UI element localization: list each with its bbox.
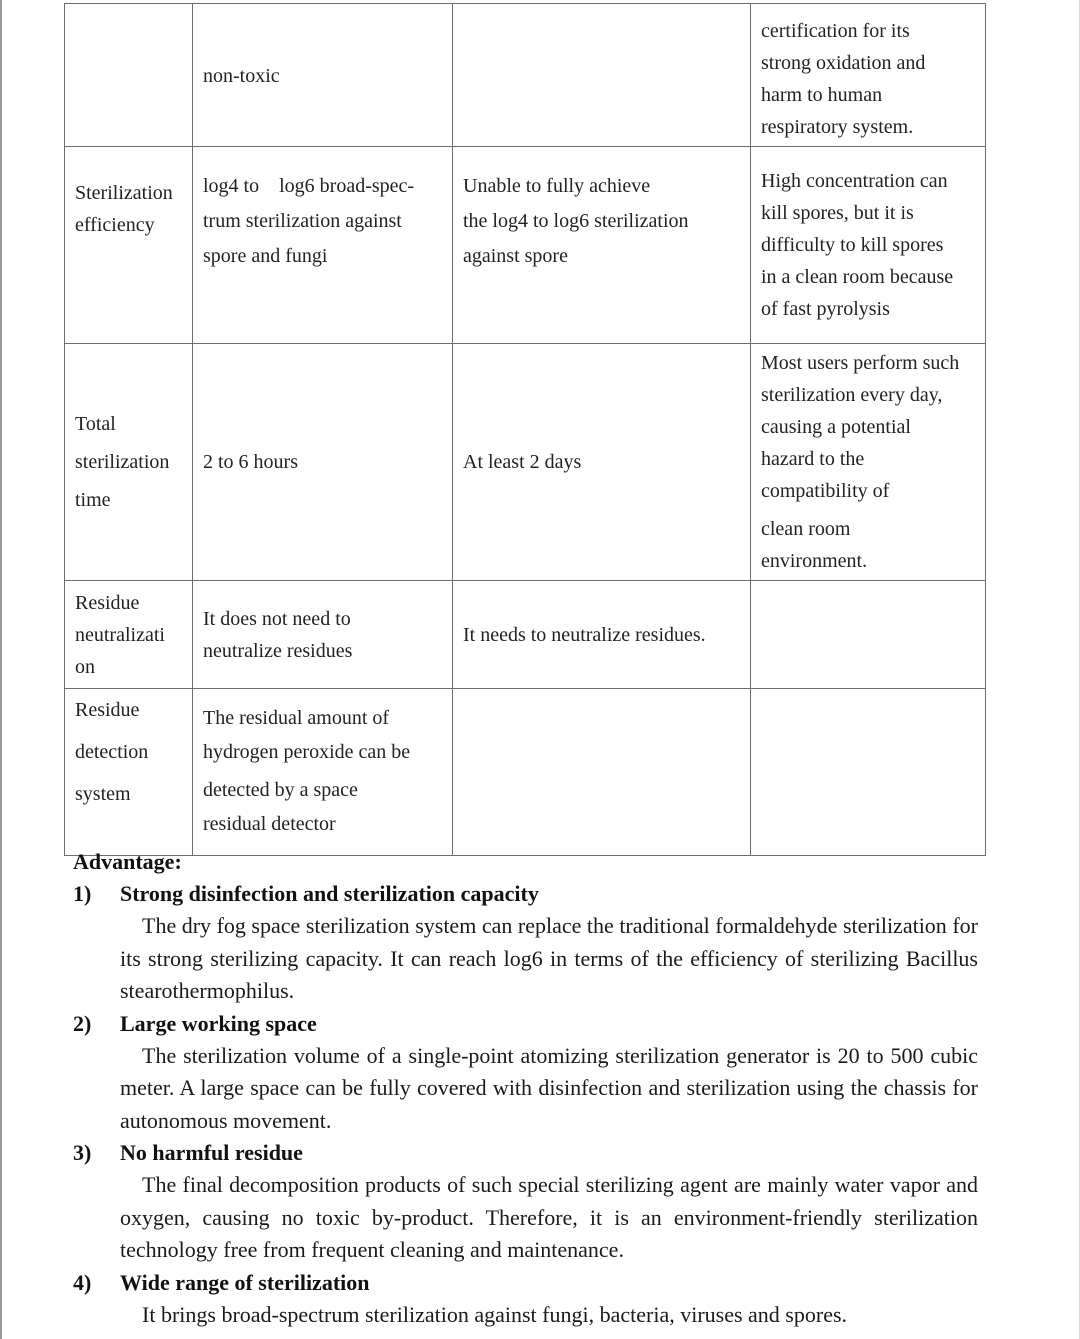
cell-text-line: system [75, 783, 131, 805]
cell-text-line: respiratory system. [761, 116, 914, 138]
advantage-item [73, 878, 978, 1008]
advantage-item [73, 1008, 978, 1138]
row-label-cell [65, 147, 193, 344]
advantage-heading-text: Large working space [120, 1010, 317, 1036]
advantage-number: 3) [73, 1140, 92, 1165]
cell-text-line: spore and fungi [203, 245, 328, 267]
notes-cell [751, 581, 986, 689]
advantage-body: The final decomposition products of such special sterilizing agent are mainly water vapor and oxygen, causing no toxic by-product. Therefore, it is an environment-friendly sterilization technology free from frequent cleaning and maintenance. [120, 1172, 978, 1262]
table-row-residue-neutralization-row [65, 581, 986, 689]
cell-text-line: Unable to fully achieve [463, 175, 651, 197]
comparison-method-cell [453, 147, 751, 344]
cell-text-line: time [75, 489, 111, 511]
advantage-number: 2) [73, 1010, 92, 1036]
cell-text-line: Most users perform such [761, 352, 960, 374]
cell-text-line: on [75, 656, 95, 678]
cell-text-line: compatibility of [761, 480, 890, 502]
advantage-body: The sterilization volume of a single-point atomizing sterilization generator is 20 to 500 cubic meter. A large space can be fully covered with disinfection and sterilization using the chassis for autonomous movement. [120, 1042, 978, 1133]
table-row-residue-detection-row [65, 689, 986, 856]
table-row-sterilization-efficiency-row [65, 147, 986, 344]
row-label-cell [65, 344, 193, 581]
comparison-method-cell [453, 4, 751, 147]
cell-text-line: Residue [75, 699, 140, 721]
table-row-total-sterilization-time-row [65, 344, 986, 581]
dry-fog-cell [193, 689, 453, 856]
cell-text-line: sterilization every day, [761, 384, 943, 406]
cell-text-line: detected by a space [203, 779, 358, 801]
cell-text-line: sterilization [75, 451, 170, 473]
dry-fog-cell [193, 581, 453, 689]
row-label-cell [65, 581, 193, 689]
notes-cell [751, 147, 986, 344]
cell-text-line: neutralize residues [203, 639, 353, 662]
row-label-cell [65, 4, 193, 147]
cell-text-line: certification for its [761, 20, 910, 42]
cell-text-line: residual detector [203, 813, 336, 835]
cell-text-line: 2 to 6 hours [203, 451, 298, 473]
notes-cell [751, 4, 986, 147]
cell-text-line: neutralizati [75, 624, 165, 646]
advantage-item [73, 1137, 978, 1267]
cell-text-line: High concentration can [761, 170, 948, 192]
advantage-item [73, 1267, 978, 1332]
advantage-heading [73, 1008, 978, 1040]
cell-text-line: Residue [75, 592, 140, 614]
advantage-body: The dry fog space sterilization system can replace the traditional formaldehyde sterilization for its strong sterilizing capacity. It can reach log6 in terms of the efficiency of sterilizing Bacillus stearothermophilus. [120, 913, 978, 1003]
cell-text-line: non-toxic [203, 65, 280, 87]
dry-fog-cell [193, 147, 453, 344]
cell-text-line: hazard to the [761, 448, 865, 470]
advantage-heading [73, 1137, 978, 1169]
comparison-method-cell [453, 581, 751, 689]
cell-text-line: harm to human [761, 84, 883, 106]
table-row-non-toxic-row [65, 4, 986, 147]
dry-fog-cell [193, 4, 453, 147]
dry-fog-cell [193, 344, 453, 581]
cell-text-line: strong oxidation and [761, 52, 926, 74]
cell-text-line: It needs to neutralize residues. [463, 623, 706, 646]
cell-text-line: environment. [761, 550, 868, 572]
advantage-heading-text: Wide range of sterilization [120, 1269, 370, 1295]
advantages-title: Advantage: [73, 849, 182, 874]
cell-text-line: causing a potential [761, 416, 911, 438]
cell-text-line: log4 to log6 broad-spec- [203, 175, 415, 197]
cell-text-line: efficiency [75, 214, 155, 236]
cell-text-line: against spore [463, 245, 568, 267]
advantage-heading-text: Strong disinfection and sterilization capacity [120, 881, 539, 906]
cell-text-line: Total [75, 413, 116, 435]
cell-text-line: At least 2 days [463, 451, 582, 473]
cell-text-line: detection [75, 741, 149, 763]
advantage-number: 1) [73, 881, 92, 906]
advantage-heading [73, 1267, 978, 1299]
cell-text-line: hydrogen peroxide can be [203, 741, 411, 763]
advantages-section [73, 846, 978, 1331]
cell-text-line: in a clean room because [761, 266, 954, 288]
cell-text-line: The residual amount of [203, 707, 390, 729]
comparison-method-cell [453, 689, 751, 856]
cell-text-line: Sterilization [75, 182, 173, 204]
comparison-table [64, 3, 986, 856]
cell-text-line: difficulty to kill spores [761, 234, 944, 256]
cell-text-line: kill spores, but it is [761, 202, 914, 224]
comparison-method-cell [453, 344, 751, 581]
notes-cell [751, 344, 986, 581]
cell-text-line: trum sterilization against [203, 210, 402, 232]
cell-text-line: the log4 to log6 sterilization [463, 210, 689, 232]
advantage-heading-text: No harmful residue [120, 1140, 303, 1165]
cell-text-line: clean room [761, 518, 851, 540]
notes-cell [751, 689, 986, 856]
cell-text-line: of fast pyrolysis [761, 298, 890, 320]
advantage-heading [73, 878, 978, 910]
cell-text-line: It does not need to [203, 607, 351, 630]
advantages-list [73, 878, 978, 1331]
advantage-number: 4) [73, 1269, 92, 1295]
page-edge-left [0, 0, 2, 1339]
advantage-body: It brings broad-spectrum sterilization against fungi, bacteria, viruses and spores. [142, 1301, 848, 1327]
row-label-cell [65, 689, 193, 856]
